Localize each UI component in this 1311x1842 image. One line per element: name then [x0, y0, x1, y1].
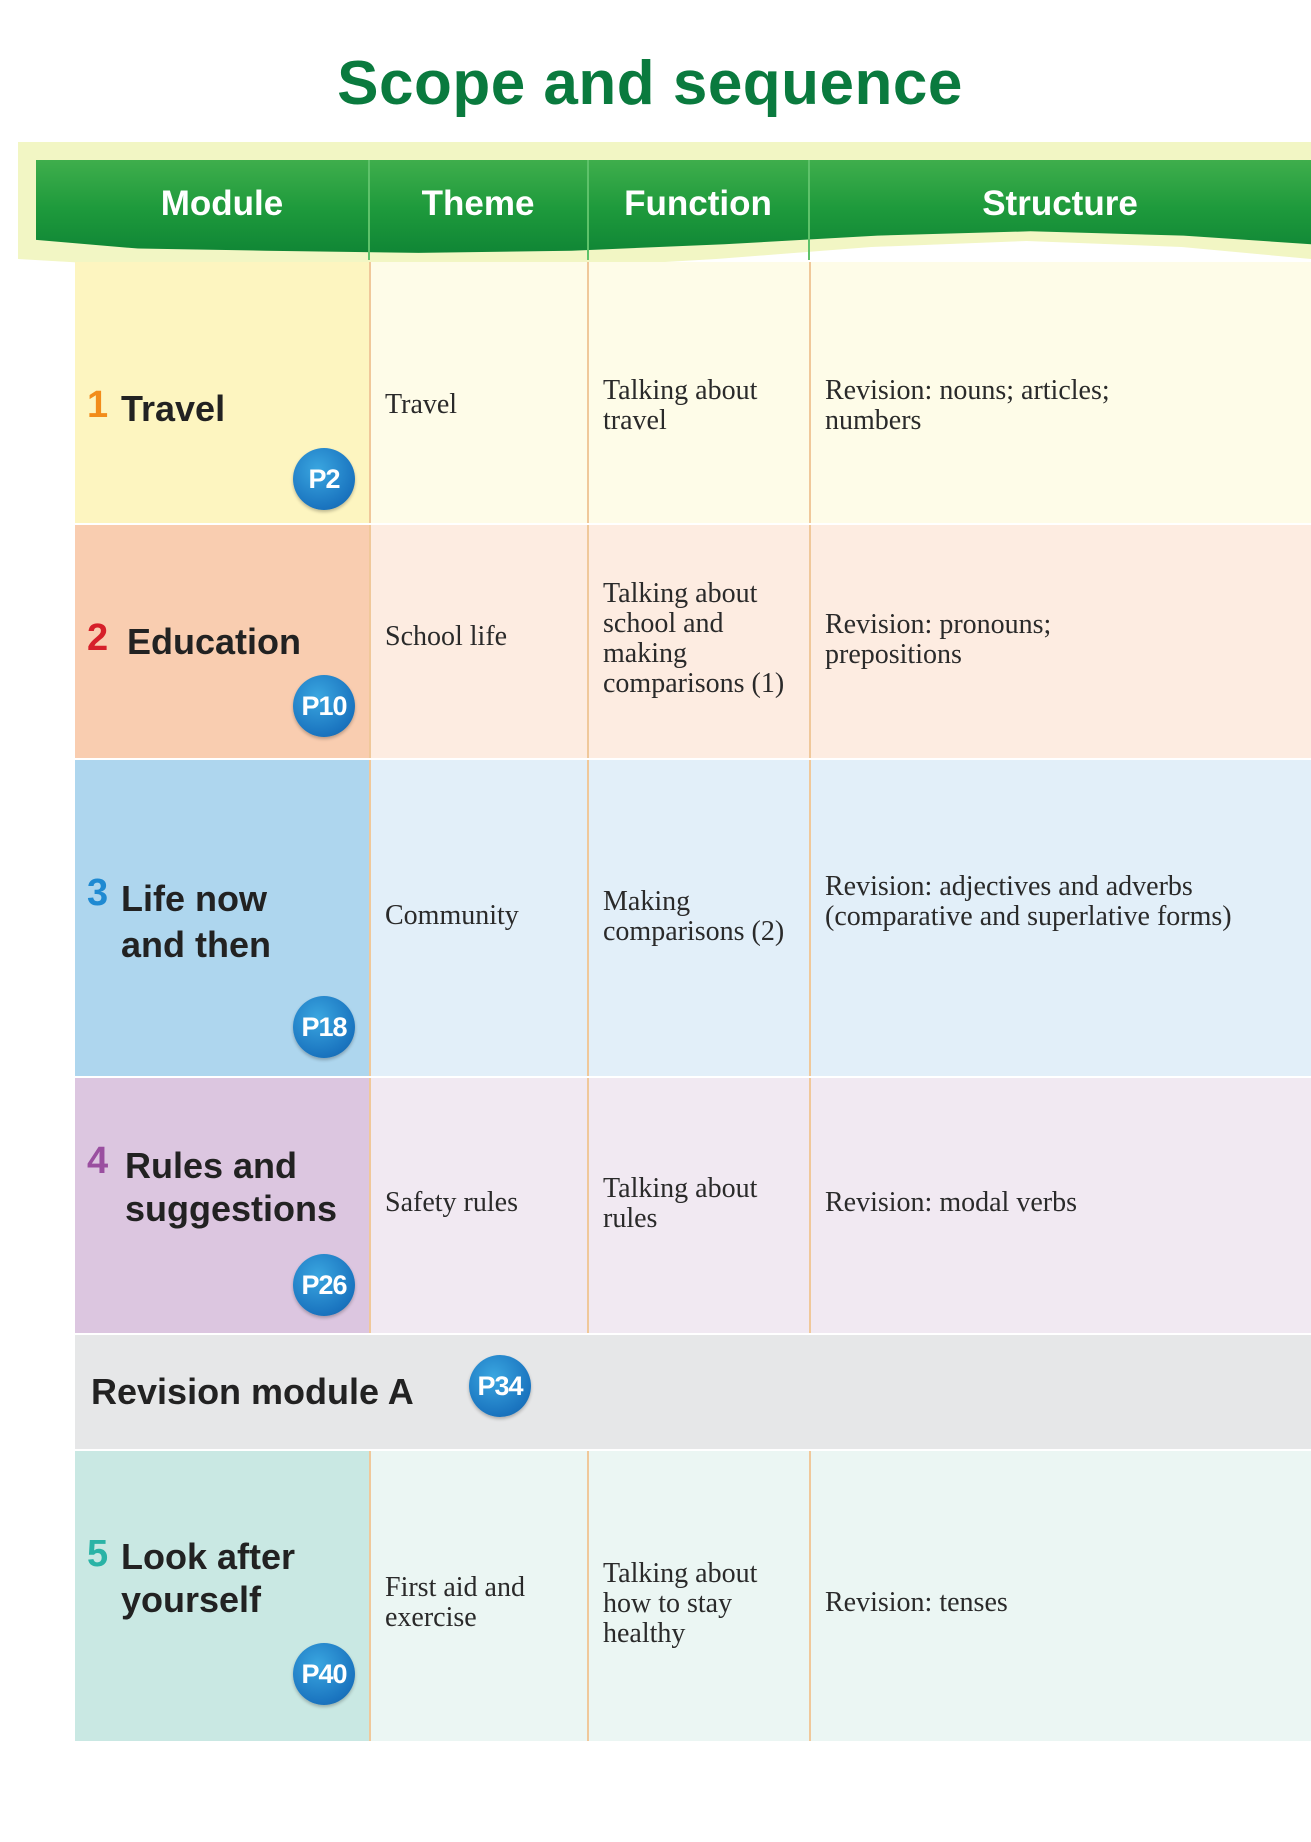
- function-text: Talking about how to stay healthy: [603, 1558, 758, 1649]
- module-cell: [75, 1451, 369, 1741]
- function-text: Talking about travel: [603, 375, 758, 436]
- module-number: 2: [87, 617, 109, 659]
- theme-text: Safety rules: [385, 1187, 518, 1218]
- module-cell: [75, 262, 369, 524]
- revision-label: Revision module A: [91, 1371, 414, 1412]
- table-row: [75, 760, 1311, 1077]
- module-number: 3: [87, 872, 109, 914]
- function-cell: [587, 1078, 809, 1334]
- theme-text: Community: [385, 900, 519, 931]
- theme-text: Travel: [385, 389, 458, 420]
- header-theme: Theme: [421, 184, 535, 223]
- theme-cell: [369, 760, 587, 1077]
- module-name: Look after yourself: [121, 1536, 296, 1620]
- page-badge[interactable]: P2: [293, 448, 355, 510]
- structure-cell: [809, 262, 1311, 524]
- page-title: Scope and sequence: [337, 49, 963, 118]
- page-badge[interactable]: P18: [293, 996, 355, 1058]
- function-text: Talking about rules: [603, 1173, 758, 1234]
- theme-text: First aid and exercise: [385, 1572, 525, 1633]
- module-name: Rules and suggestions: [125, 1145, 338, 1229]
- function-cell: [587, 262, 809, 524]
- function-cell: [587, 760, 809, 1077]
- header-function: Function: [624, 184, 772, 223]
- table-row: [75, 1451, 1311, 1741]
- structure-text: Revision: modal verbs: [825, 1187, 1077, 1218]
- module-cell: [75, 760, 369, 1077]
- structure-cell: [809, 1078, 1311, 1334]
- page-badge[interactable]: P10: [293, 675, 355, 737]
- structure-text: Revision: pronouns; prepositions: [825, 609, 1052, 670]
- function-text: Talking about school and making comparisons (1): [603, 578, 785, 699]
- module-number: 4: [87, 1140, 109, 1182]
- header-module: Module: [160, 184, 284, 223]
- structure-cell: [809, 1451, 1311, 1741]
- module-number: 5: [87, 1533, 109, 1575]
- function-text: Making comparisons (2): [603, 886, 785, 947]
- structure-cell: [809, 760, 1311, 1077]
- header-structure: Structure: [982, 184, 1138, 223]
- theme-cell: [369, 1078, 587, 1334]
- module-name: Travel: [121, 388, 226, 429]
- revision-row: [75, 1335, 1311, 1449]
- module-name: Life now and then: [121, 878, 271, 965]
- structure-text: Revision: tenses: [825, 1587, 1008, 1618]
- page-badge[interactable]: P34: [469, 1355, 531, 1417]
- module-number: 1: [87, 384, 109, 426]
- module-cell: [75, 525, 369, 759]
- theme-cell: [369, 1451, 587, 1741]
- structure-text: Revision: adjectives and adverbs (comparative and superlative forms): [825, 871, 1232, 932]
- table-row: [75, 262, 1311, 524]
- theme-cell: [369, 525, 587, 759]
- table-row: [75, 525, 1311, 759]
- page-badge[interactable]: P40: [293, 1643, 355, 1705]
- structure-cell: [809, 525, 1311, 759]
- function-cell: [587, 1451, 809, 1741]
- module-cell: [75, 1078, 369, 1334]
- module-name: Education: [127, 621, 302, 662]
- theme-text: School life: [385, 621, 508, 652]
- theme-cell: [369, 262, 587, 524]
- structure-text: Revision: nouns; articles; numbers: [825, 375, 1110, 436]
- table-row: [75, 1078, 1311, 1334]
- page-badge[interactable]: P26: [293, 1254, 355, 1316]
- function-cell: [587, 525, 809, 759]
